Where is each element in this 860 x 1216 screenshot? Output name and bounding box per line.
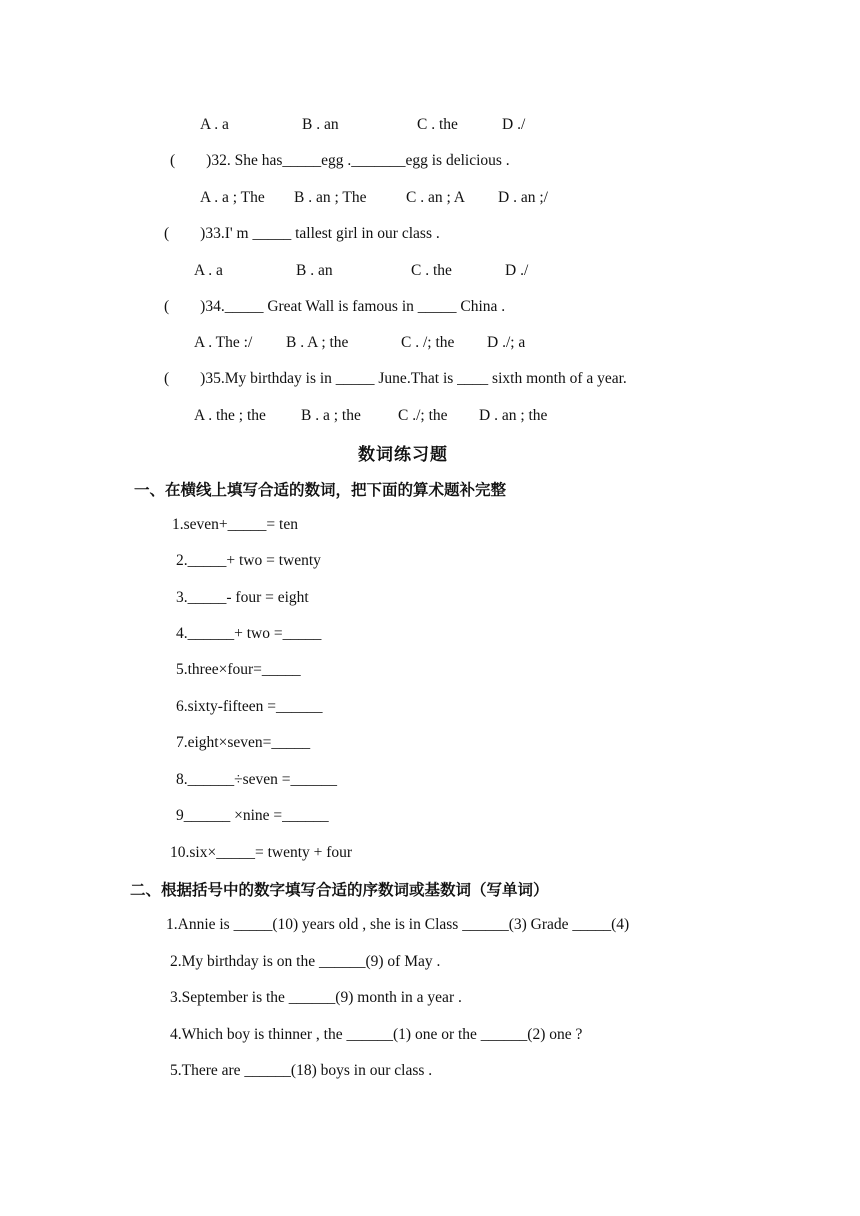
numeral-item-2: 2.My birthday is on the ______(9) of May .	[170, 953, 441, 970]
q33-option-d: D ./	[505, 262, 529, 279]
q31-option-d: D ./	[502, 116, 526, 133]
q32-option-c: C . an ; A	[406, 189, 465, 206]
q35-option-a: A . the ; the	[194, 407, 266, 424]
q34-option-d: D ./; a	[487, 334, 526, 351]
arith-item-2: 2._____+ two = twenty	[176, 552, 321, 569]
q34-stem: ( )34._____ Great Wall is famous in _____ China .	[164, 298, 506, 315]
numeral-item-5: 5.There are ______(18) boys in our class .	[170, 1062, 433, 1079]
q31-option-c: C . the	[417, 116, 458, 133]
arith-item-8: 8.______÷seven =______	[176, 771, 338, 788]
arith-item-7: 7.eight×seven=_____	[176, 734, 311, 751]
q34-option-c: C . /; the	[401, 334, 455, 351]
numeral-item-4: 4.Which boy is thinner , the ______(1) one or the ______(2) one ?	[170, 1026, 583, 1043]
arith-item-6: 6.sixty-fifteen =______	[176, 698, 323, 715]
numeral-item-1: 1.Annie is _____(10) years old , she is in Class ______(3) Grade _____(4)	[166, 916, 630, 933]
arith-item-4: 4.______+ two =_____	[176, 625, 322, 642]
q33-option-a: A . a	[194, 262, 223, 279]
q33-stem: ( )33.I' m _____ tallest girl in our class .	[164, 225, 440, 242]
part2-heading: 二、根据括号中的数字填写合适的序数词或基数词（写单词）	[130, 881, 549, 899]
q31-option-b: B . an	[302, 116, 339, 133]
numeral-item-3: 3.September is the ______(9) month in a year .	[170, 989, 462, 1006]
q35-option-b: B . a ; the	[301, 407, 361, 424]
part1-heading: 一、在横线上填写合适的数词，把下面的算术题补完整	[134, 481, 507, 499]
q32-option-a: A . a ; The	[200, 189, 265, 206]
arith-item-9: 9______ ×nine =______	[176, 807, 329, 824]
arith-item-1: 1.seven+_____= ten	[172, 516, 298, 533]
section-title: 数词练习题	[358, 445, 448, 465]
arith-item-10: 10.six×_____= twenty + four	[170, 844, 353, 861]
arith-item-5: 5.three×four=_____	[176, 661, 301, 678]
q35-option-d: D . an ; the	[479, 407, 548, 424]
q34-option-b: B . A ; the	[286, 334, 349, 351]
q31-option-a: A . a	[200, 116, 229, 133]
q33-option-b: B . an	[296, 262, 333, 279]
q34-option-a: A . The :/	[194, 334, 253, 351]
q32-stem: ( )32. She has_____egg ._______egg is delicious .	[170, 152, 510, 169]
q32-option-d: D . an ;/	[498, 189, 548, 206]
q33-option-c: C . the	[411, 262, 452, 279]
q35-stem: ( )35.My birthday is in _____ June.That is ____ sixth month of a year.	[164, 370, 627, 387]
arith-item-3: 3._____- four = eight	[176, 589, 309, 606]
q35-option-c: C ./; the	[398, 407, 448, 424]
q32-option-b: B . an ; The	[294, 189, 367, 206]
